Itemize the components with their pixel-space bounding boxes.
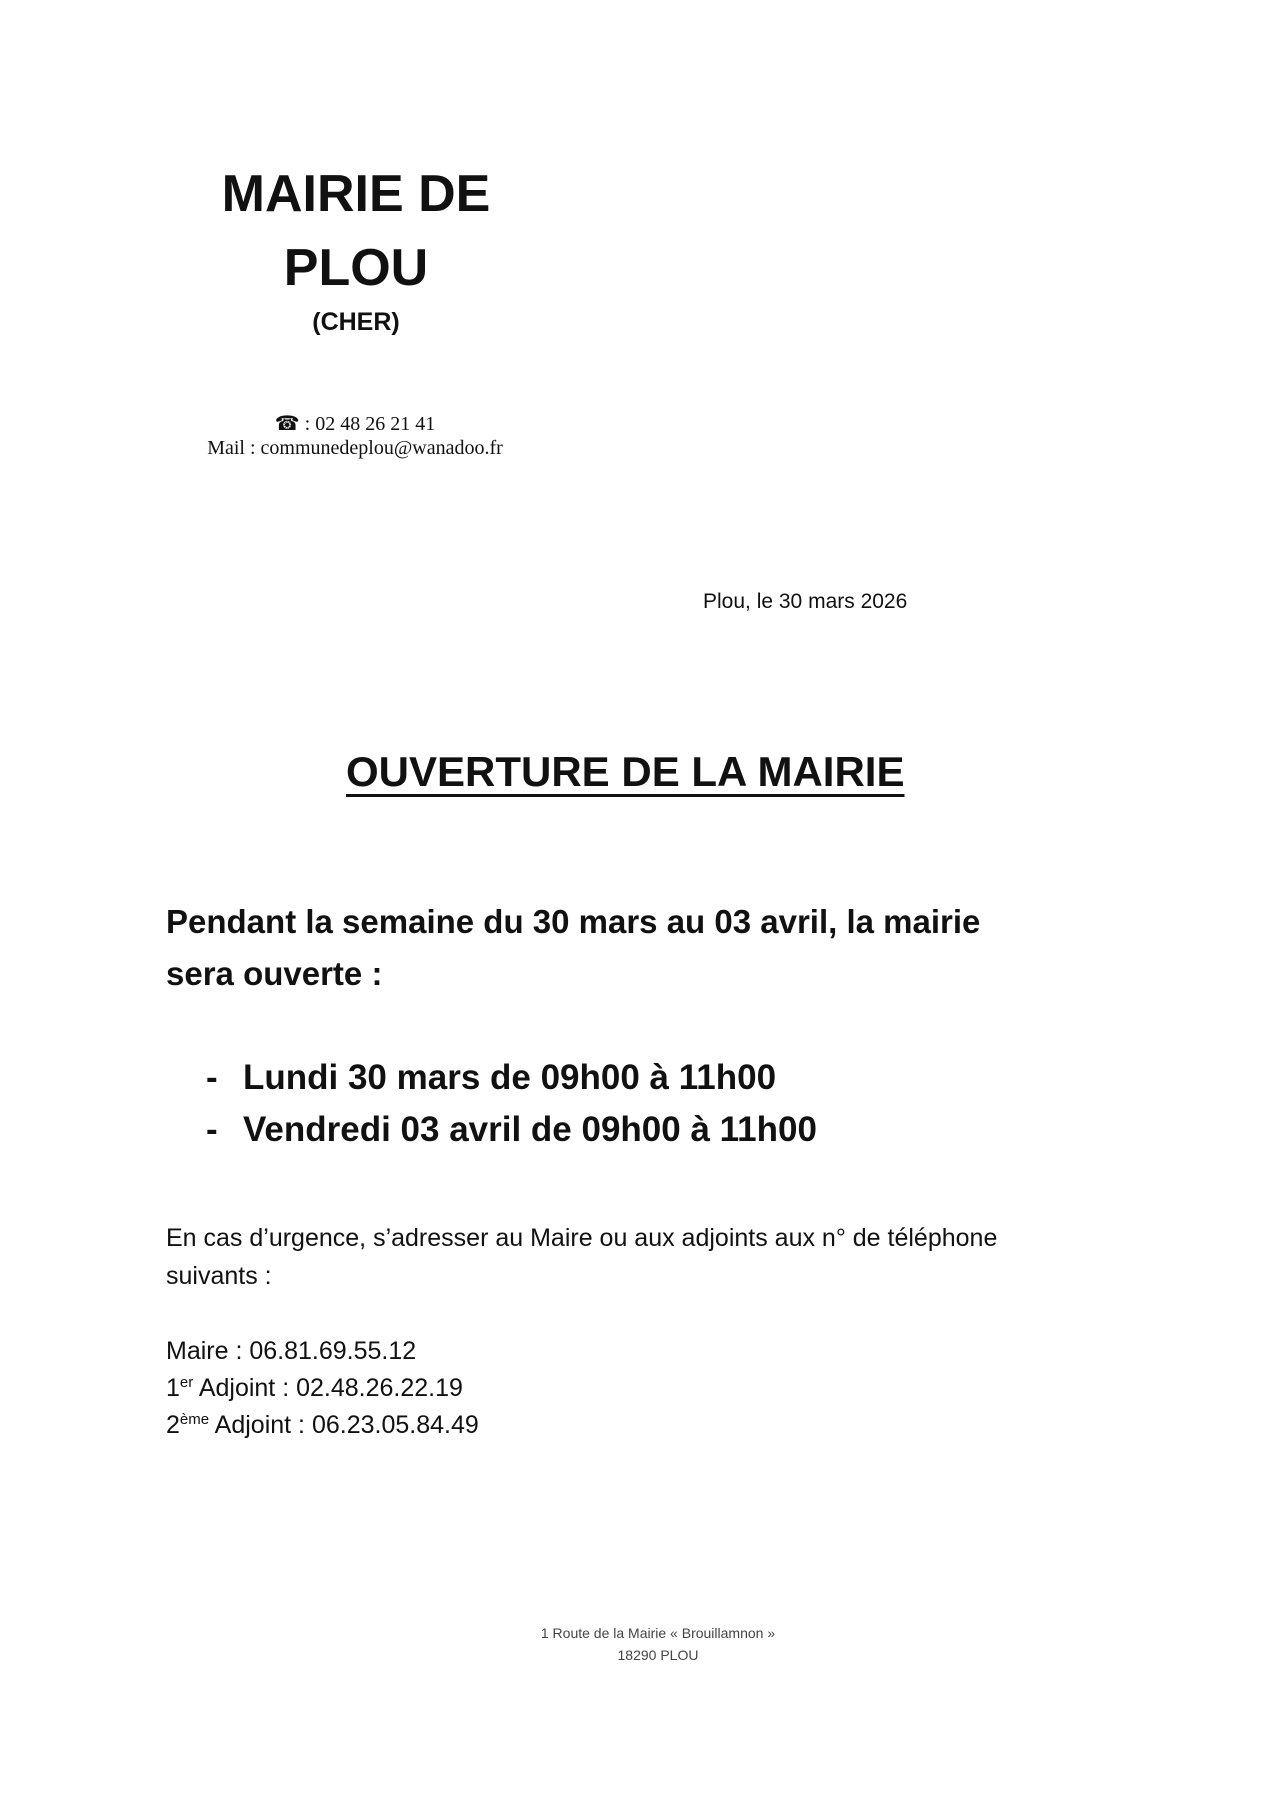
footer-address: 1 Route de la Mairie « Brouillamnon » (540, 1625, 776, 1641)
adjoint-rank: 2 (166, 1411, 180, 1439)
adjoint-phone: Adjoint : 02.48.26.22.19 (193, 1374, 463, 1402)
phone-line (125, 411, 585, 436)
schedule-item: Lundi 30 mars de 09h00 à 11h00 (243, 1058, 777, 1097)
adjoint-rank: 1 (166, 1374, 180, 1402)
mairie-title-line2: PLOU (283, 239, 429, 297)
adjoint-rank-suffix: ème (179, 1411, 210, 1428)
schedule-dash: - (206, 1110, 218, 1149)
mairie-title-line1: MAIRIE DE (221, 165, 491, 223)
schedule-dash: - (206, 1058, 218, 1097)
urgence-line2: suivants : (166, 1262, 272, 1290)
telephone-icon: ☎ (274, 413, 300, 435)
contact-adjoint-2 (166, 1411, 479, 1440)
urgence-line1: En cas d’urgence, s’adresser au Maire ou aux adjoints aux n° de téléphone (166, 1224, 998, 1252)
mail-line: Mail : communedeplou@wanadoo.fr (207, 437, 503, 459)
schedule-item: Vendredi 03 avril de 09h00 à 11h00 (243, 1110, 817, 1149)
footer-city: 18290 PLOU (617, 1647, 699, 1663)
contact-adjoint-1 (166, 1374, 463, 1403)
adjoint-phone: Adjoint : 06.23.05.84.49 (209, 1411, 479, 1439)
phone-number: : 02 48 26 21 41 (304, 413, 436, 435)
adjoint-rank-suffix: er (179, 1374, 194, 1391)
intro-line2: sera ouverte : (166, 955, 383, 992)
intro-line1: Pendant la semaine du 30 mars au 03 avril, la mairie (166, 903, 981, 940)
department: (CHER) (312, 308, 400, 336)
contact-maire: Maire : 06.81.69.55.12 (166, 1337, 417, 1365)
notice-title: OUVERTURE DE LA MAIRIE (346, 748, 905, 795)
letter-date: Plou, le 30 mars 2026 (703, 590, 908, 613)
